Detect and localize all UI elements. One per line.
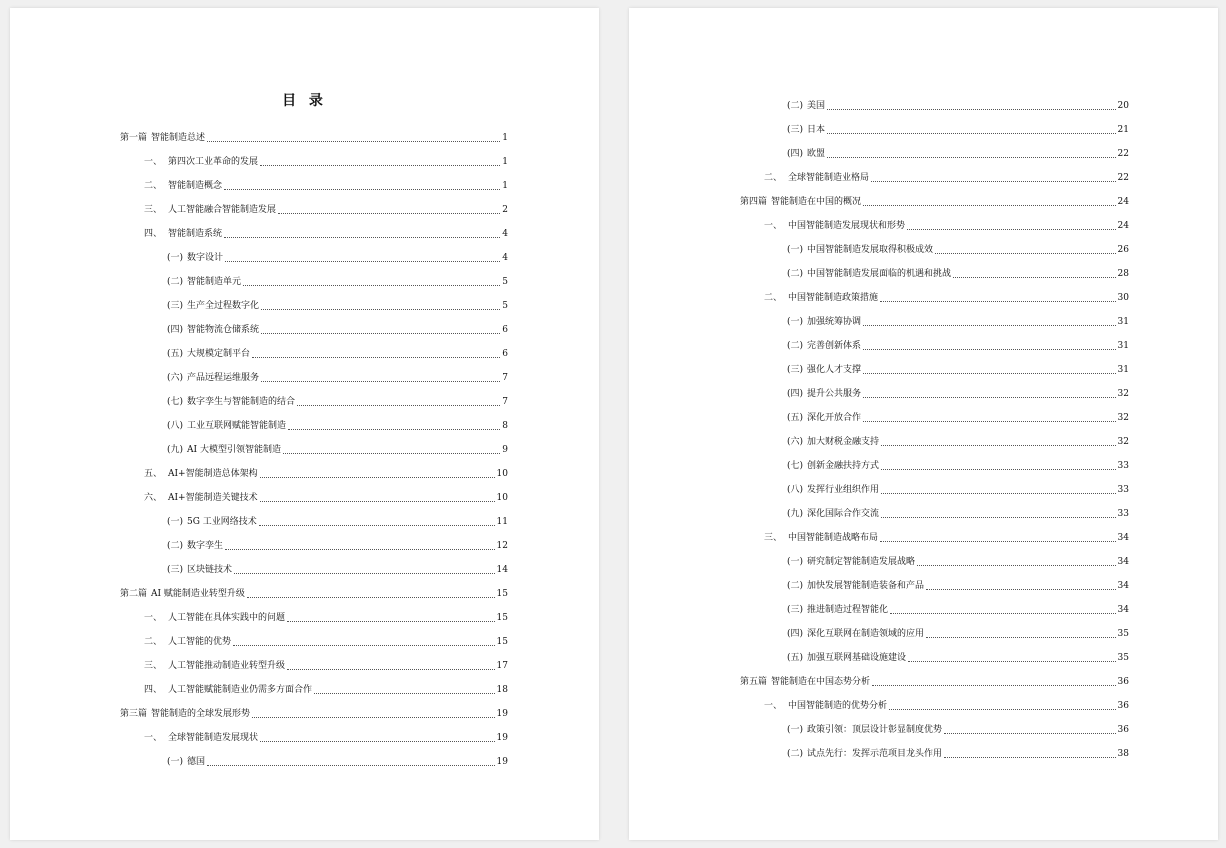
toc-entry-marker: (五)	[787, 653, 804, 663]
toc-entry[interactable]	[740, 406, 1129, 430]
toc-entry-label: 创新金融扶持方式	[807, 461, 880, 471]
toc-entry-page-number: 21	[1117, 125, 1129, 135]
dot-leader	[889, 709, 1116, 710]
toc-entry-label: 人工智能推动制造业转型升级	[168, 661, 286, 671]
toc-entry-marker: 一、	[144, 733, 163, 743]
toc-entry-page-number: 24	[1117, 197, 1129, 207]
dot-leader	[863, 373, 1116, 374]
dot-leader	[207, 765, 495, 766]
toc-entry-label: 智能制造单元	[187, 277, 242, 287]
toc-entry-marker: (四)	[787, 629, 804, 639]
toc-entry-label: AI+智能制造总体架构	[168, 469, 258, 479]
toc-entry-label: AI 赋能制造业转型升级	[151, 589, 245, 599]
toc-entry[interactable]	[120, 126, 508, 150]
toc-entry-marker: 第四篇	[740, 197, 768, 207]
toc-entry-marker: 三、	[144, 205, 163, 215]
toc-entry-label: 区块链技术	[187, 565, 233, 575]
toc-entry-page-number: 34	[1117, 605, 1129, 615]
toc-entry-label: 德国	[187, 757, 206, 767]
toc-entry[interactable]	[120, 438, 508, 462]
toc-entry-page-number: 1	[502, 181, 508, 191]
toc-entry-marker: (九)	[787, 509, 804, 519]
toc-entry-page-number: 26	[1117, 245, 1129, 255]
toc-entry-marker: (一)	[167, 517, 184, 527]
toc-list	[120, 126, 508, 774]
dot-leader	[261, 381, 500, 382]
toc-entry[interactable]	[740, 334, 1129, 358]
toc-entry-marker: (二)	[787, 269, 804, 279]
toc-entry[interactable]	[120, 174, 508, 198]
toc-entry[interactable]	[120, 486, 508, 510]
toc-entry[interactable]	[120, 630, 508, 654]
toc-entry-marker: 第二篇	[120, 589, 148, 599]
document-page-2	[629, 8, 1218, 840]
dot-leader	[935, 253, 1116, 254]
toc-entry-label: 加强统筹协调	[807, 317, 862, 327]
toc-entry-page-number: 14	[496, 565, 508, 575]
toc-entry-label: 智能制造在中国的概况	[771, 197, 862, 207]
toc-entry-label: 数字孪生	[187, 541, 224, 551]
toc-entry-label: 欧盟	[807, 149, 826, 159]
toc-entry[interactable]	[740, 526, 1129, 550]
toc-entry-marker: 第三篇	[120, 709, 148, 719]
toc-entry-page-number: 4	[502, 253, 508, 263]
toc-entry-page-number: 22	[1117, 149, 1129, 159]
toc-entry[interactable]	[120, 222, 508, 246]
toc-entry-marker: (一)	[167, 757, 184, 767]
toc-entry-marker: (三)	[787, 605, 804, 615]
toc-entry-marker: (四)	[787, 149, 804, 159]
toc-entry[interactable]	[740, 190, 1129, 214]
toc-entry-label: 第四次工业革命的发展	[168, 157, 259, 167]
toc-entry[interactable]	[740, 358, 1129, 382]
toc-entry-label: 日本	[807, 125, 826, 135]
toc-entry-marker: 二、	[144, 637, 163, 647]
dot-leader	[297, 405, 500, 406]
dot-leader	[863, 349, 1116, 350]
toc-entry[interactable]	[740, 286, 1129, 310]
toc-entry-marker: (一)	[167, 253, 184, 263]
toc-entry-marker: (二)	[787, 581, 804, 591]
toc-entry-label: 生产全过程数字化	[187, 301, 260, 311]
toc-entry-label: 工业互联网赋能智能制造	[187, 421, 287, 431]
toc-entry-marker: 六、	[144, 493, 163, 503]
toc-entry-marker: (九)	[167, 445, 184, 455]
toc-entry-page-number: 34	[1117, 533, 1129, 543]
toc-entry-marker: (二)	[787, 341, 804, 351]
toc-entry[interactable]	[120, 702, 508, 726]
toc-entry-page-number: 1	[502, 133, 508, 143]
toc-entry-page-number: 36	[1117, 701, 1129, 711]
toc-entry-marker: 四、	[144, 685, 163, 695]
toc-entry-marker: 五、	[144, 469, 163, 479]
toc-entry-page-number: 32	[1117, 437, 1129, 447]
toc-entry-page-number: 5	[502, 301, 508, 311]
toc-entry[interactable]	[740, 670, 1129, 694]
dot-leader	[287, 621, 495, 622]
toc-entry-page-number: 19	[496, 733, 508, 743]
dot-leader	[880, 301, 1116, 302]
toc-entry-page-number: 17	[496, 661, 508, 671]
dot-leader	[880, 541, 1116, 542]
toc-entry-marker: 二、	[144, 181, 163, 191]
toc-entry-marker: (四)	[787, 389, 804, 399]
toc-entry[interactable]	[740, 214, 1129, 238]
dot-leader	[260, 165, 500, 166]
toc-entry[interactable]	[120, 294, 508, 318]
dot-leader	[207, 141, 500, 142]
toc-entry-page-number: 36	[1117, 725, 1129, 735]
toc-entry-marker: (七)	[167, 397, 184, 407]
dot-leader	[283, 453, 500, 454]
toc-entry[interactable]	[120, 726, 508, 750]
toc-entry-label: 提升公共服务	[807, 389, 862, 399]
dot-leader	[224, 237, 500, 238]
dot-leader	[881, 493, 1116, 494]
toc-entry-marker: (四)	[167, 325, 184, 335]
toc-entry-marker: (六)	[787, 437, 804, 447]
toc-list	[740, 94, 1129, 766]
toc-entry-page-number: 34	[1117, 581, 1129, 591]
toc-entry[interactable]	[120, 582, 508, 606]
toc-entry-label: 加大财税金融支持	[807, 437, 880, 447]
toc-entry[interactable]	[120, 366, 508, 390]
toc-entry-marker: 一、	[764, 221, 783, 231]
toc-entry-label: 智能物流仓储系统	[187, 325, 260, 335]
toc-entry-marker: (七)	[787, 461, 804, 471]
dot-leader	[225, 261, 500, 262]
toc-entry[interactable]	[120, 510, 508, 534]
toc-entry[interactable]	[740, 454, 1129, 478]
toc-entry-page-number: 18	[496, 685, 508, 695]
toc-entry-page-number: 2	[502, 205, 508, 215]
dot-leader	[881, 517, 1116, 518]
toc-entry-label: 人工智能赋能制造业仍需多方面合作	[168, 685, 313, 695]
toc-entry[interactable]	[740, 478, 1129, 502]
toc-entry[interactable]	[740, 646, 1129, 670]
toc-entry-label: 发挥行业组织作用	[807, 485, 880, 495]
dot-leader	[926, 589, 1116, 590]
dot-leader	[907, 229, 1116, 230]
dot-leader	[863, 325, 1116, 326]
toc-entry-marker: (五)	[167, 349, 184, 359]
toc-entry-marker: (三)	[167, 301, 184, 311]
dot-leader	[252, 717, 495, 718]
toc-entry[interactable]	[740, 382, 1129, 406]
dot-leader	[863, 397, 1116, 398]
dot-leader	[827, 157, 1116, 158]
dot-leader	[261, 309, 500, 310]
toc-entry[interactable]	[120, 750, 508, 774]
dot-leader	[252, 357, 500, 358]
dot-leader	[261, 333, 500, 334]
toc-entry-label: 强化人才支撑	[807, 365, 862, 375]
toc-entry-marker: (一)	[787, 317, 804, 327]
toc-entry-marker: 一、	[144, 613, 163, 623]
toc-entry-label: 全球智能制造发展现状	[168, 733, 259, 743]
toc-entry-label: 中国智能制造政策措施	[788, 293, 879, 303]
toc-entry-page-number: 35	[1117, 653, 1129, 663]
toc-entry[interactable]	[120, 534, 508, 558]
toc-entry[interactable]	[120, 342, 508, 366]
toc-entry-page-number: 1	[502, 157, 508, 167]
toc-entry[interactable]	[740, 430, 1129, 454]
toc-entry[interactable]	[740, 502, 1129, 526]
dot-leader	[953, 277, 1116, 278]
toc-entry[interactable]	[740, 742, 1129, 766]
toc-entry-page-number: 31	[1117, 341, 1129, 351]
toc-entry-marker: 第五篇	[740, 677, 768, 687]
toc-entry-page-number: 4	[502, 229, 508, 239]
toc-entry-page-number: 32	[1117, 389, 1129, 399]
dot-leader	[881, 445, 1116, 446]
toc-entry-label: 智能制造系统	[168, 229, 223, 239]
toc-entry-page-number: 6	[502, 349, 508, 359]
toc-entry-page-number: 20	[1117, 101, 1129, 111]
toc-entry-page-number: 24	[1117, 221, 1129, 231]
toc-entry-marker: 第一篇	[120, 133, 148, 143]
dot-leader	[278, 213, 500, 214]
toc-entry-label: 产品远程运维服务	[187, 373, 260, 383]
toc-entry[interactable]	[120, 558, 508, 582]
toc-entry-page-number: 9	[502, 445, 508, 455]
toc-entry[interactable]	[740, 598, 1129, 622]
dot-leader	[314, 693, 495, 694]
toc-entry-marker: (三)	[167, 565, 184, 575]
toc-entry[interactable]	[120, 246, 508, 270]
toc-entry[interactable]	[740, 310, 1129, 334]
toc-entry[interactable]	[120, 414, 508, 438]
dot-leader	[260, 477, 495, 478]
dot-leader	[872, 685, 1116, 686]
toc-entry[interactable]	[740, 94, 1129, 118]
toc-entry-marker: 三、	[764, 533, 783, 543]
dot-leader	[944, 757, 1116, 758]
toc-entry-label: 政策引领：顶层设计彰显制度优势	[807, 725, 943, 735]
toc-entry-marker: (五)	[787, 413, 804, 423]
toc-entry[interactable]	[120, 390, 508, 414]
toc-entry-page-number: 33	[1117, 485, 1129, 495]
toc-entry[interactable]	[120, 198, 508, 222]
toc-entry-label: 智能制造的全球发展形势	[151, 709, 251, 719]
toc-entry-label: 加强互联网基础设施建设	[807, 653, 907, 663]
toc-entry-marker: (一)	[787, 557, 804, 567]
toc-entry-label: 研究制定智能制造发展战略	[807, 557, 916, 567]
toc-entry-page-number: 36	[1117, 677, 1129, 687]
toc-entry-label: 智能制造在中国态势分析	[771, 677, 871, 687]
toc-entry-label: 中国智能制造发展现状和形势	[788, 221, 906, 231]
toc-entry[interactable]	[740, 550, 1129, 574]
toc-entry-label: 深化互联网在制造领域的应用	[807, 629, 925, 639]
toc-entry[interactable]	[740, 694, 1129, 718]
toc-entry-marker: 二、	[764, 173, 783, 183]
toc-entry-page-number: 22	[1117, 173, 1129, 183]
toc-entry-marker: (二)	[787, 749, 804, 759]
toc-entry[interactable]	[740, 142, 1129, 166]
dot-leader	[259, 525, 495, 526]
toc-entry-label: 完善创新体系	[807, 341, 862, 351]
toc-entry-label: 美国	[807, 101, 826, 111]
toc-entry-page-number: 31	[1117, 317, 1129, 327]
toc-entry-label: 人工智能融合智能制造发展	[168, 205, 277, 215]
toc-entry-page-number: 6	[502, 325, 508, 335]
toc-entry[interactable]	[740, 574, 1129, 598]
document-page-1	[10, 8, 599, 840]
toc-entry-marker: 三、	[144, 661, 163, 671]
toc-entry-label: 试点先行：发挥示范项目龙头作用	[807, 749, 943, 759]
toc-entry-page-number: 10	[496, 469, 508, 479]
toc-entry-page-number: 31	[1117, 365, 1129, 375]
dot-leader	[288, 429, 500, 430]
toc-entry-page-number: 32	[1117, 413, 1129, 423]
toc-entry-page-number: 7	[502, 373, 508, 383]
toc-entry-label: 人工智能的优势	[168, 637, 232, 647]
toc-entry-page-number: 35	[1117, 629, 1129, 639]
toc-entry-label: 中国智能制造发展取得积极成效	[807, 245, 934, 255]
toc-entry-marker: (二)	[787, 101, 804, 111]
toc-entry[interactable]	[120, 606, 508, 630]
dot-leader	[225, 549, 495, 550]
toc-entry[interactable]	[120, 654, 508, 678]
toc-entry[interactable]	[740, 718, 1129, 742]
toc-entry-label: 5G 工业网络技术	[187, 517, 257, 527]
toc-entry-marker: (六)	[167, 373, 184, 383]
dot-leader	[260, 741, 495, 742]
toc-entry-page-number: 30	[1117, 293, 1129, 303]
toc-entry-label: 全球智能制造业格局	[788, 173, 870, 183]
toc-entry[interactable]	[120, 678, 508, 702]
toc-entry-page-number: 19	[496, 757, 508, 767]
toc-entry-page-number: 15	[496, 637, 508, 647]
toc-entry-page-number: 5	[502, 277, 508, 287]
toc-entry-page-number: 15	[496, 589, 508, 599]
dot-leader	[247, 597, 495, 598]
toc-entry-page-number: 11	[496, 517, 508, 527]
toc-entry-marker: (一)	[787, 725, 804, 735]
dot-leader	[233, 645, 495, 646]
toc-entry-marker: (三)	[787, 365, 804, 375]
dot-leader	[917, 565, 1116, 566]
toc-entry-page-number: 8	[502, 421, 508, 431]
dot-leader	[260, 501, 495, 502]
toc-entry-marker: 一、	[764, 701, 783, 711]
toc-entry-label: 加快发展智能制造装备和产品	[807, 581, 925, 591]
dot-leader	[944, 733, 1116, 734]
toc-title: 目 录	[282, 93, 327, 109]
toc-entry-page-number: 12	[496, 541, 508, 551]
toc-entry-page-number: 19	[496, 709, 508, 719]
toc-entry[interactable]	[120, 318, 508, 342]
toc-entry-label: 中国智能制造的优势分析	[788, 701, 888, 711]
toc-entry[interactable]	[740, 166, 1129, 190]
toc-entry-marker: 二、	[764, 293, 783, 303]
dot-leader	[863, 421, 1116, 422]
toc-entry-label: 智能制造总述	[151, 133, 206, 143]
toc-entry-page-number: 10	[496, 493, 508, 503]
dot-leader	[827, 133, 1116, 134]
toc-entry-label: 推进制造过程智能化	[807, 605, 889, 615]
toc-entry-label: 深化开放合作	[807, 413, 862, 423]
toc-entry-page-number: 33	[1117, 509, 1129, 519]
toc-entry-marker: (八)	[167, 421, 184, 431]
toc-entry-label: 智能制造概念	[168, 181, 223, 191]
toc-entry[interactable]	[740, 118, 1129, 142]
toc-entry-marker: 一、	[144, 157, 163, 167]
toc-entry-label: 深化国际合作交流	[807, 509, 880, 519]
toc-entry-label: 大规模定制平台	[187, 349, 251, 359]
toc-entry-label: 数字孪生与智能制造的结合	[187, 397, 296, 407]
dot-leader	[243, 285, 500, 286]
toc-entry-marker: (八)	[787, 485, 804, 495]
dot-leader	[827, 109, 1116, 110]
dot-leader	[926, 637, 1116, 638]
toc-entry-label: 人工智能在具体实践中的问题	[168, 613, 286, 623]
toc-entry[interactable]	[740, 622, 1129, 646]
dot-leader	[908, 661, 1116, 662]
toc-entry-page-number: 15	[496, 613, 508, 623]
toc-entry[interactable]	[120, 462, 508, 486]
toc-entry-page-number: 33	[1117, 461, 1129, 471]
toc-entry-marker: (三)	[787, 125, 804, 135]
toc-entry-marker: (二)	[167, 541, 184, 551]
toc-entry-label: 中国智能制造发展面临的机遇和挑战	[807, 269, 952, 279]
toc-entry-marker: (一)	[787, 245, 804, 255]
toc-entry-page-number: 7	[502, 397, 508, 407]
toc-entry[interactable]	[740, 238, 1129, 262]
toc-entry-label: 数字设计	[187, 253, 224, 263]
toc-entry[interactable]	[120, 150, 508, 174]
dot-leader	[234, 573, 495, 574]
dot-leader	[871, 181, 1116, 182]
toc-entry-marker: (二)	[167, 277, 184, 287]
toc-entry-label: AI+智能制造关键技术	[168, 493, 258, 503]
toc-entry[interactable]	[120, 270, 508, 294]
toc-entry-page-number: 34	[1117, 557, 1129, 567]
toc-entry-page-number: 28	[1117, 269, 1129, 279]
dot-leader	[890, 613, 1116, 614]
toc-entry-label: AI 大模型引领智能制造	[187, 445, 281, 455]
toc-entry[interactable]	[740, 262, 1129, 286]
toc-entry-page-number: 38	[1117, 749, 1129, 759]
dot-leader	[224, 189, 500, 190]
dot-leader	[863, 205, 1116, 206]
dot-leader	[881, 469, 1116, 470]
toc-entry-label: 中国智能制造战略布局	[788, 533, 879, 543]
toc-entry-marker: 四、	[144, 229, 163, 239]
dot-leader	[287, 669, 495, 670]
